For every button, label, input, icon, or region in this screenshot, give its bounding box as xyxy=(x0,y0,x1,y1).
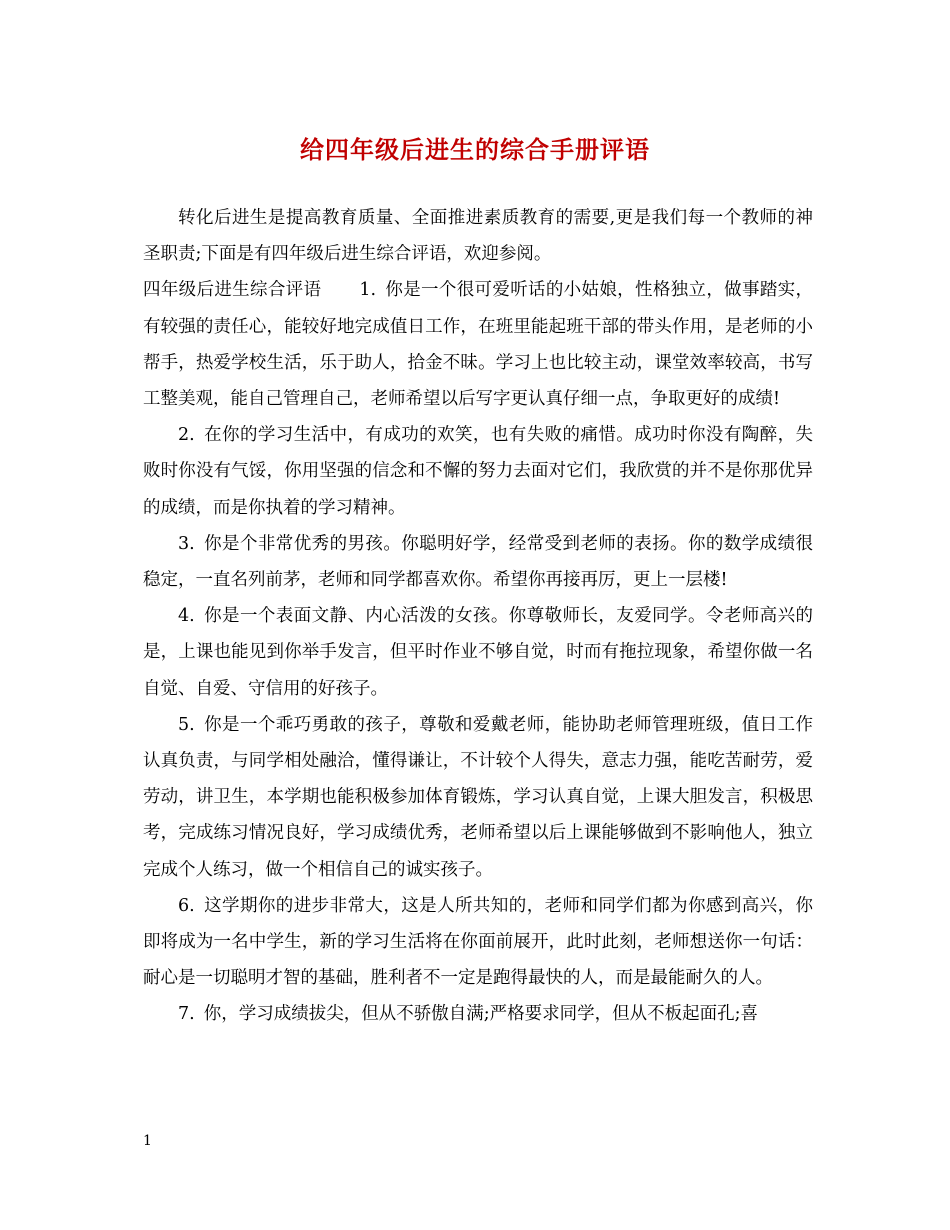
document-body xyxy=(143,200,813,1033)
page-number: 1 xyxy=(143,1133,152,1149)
item-text: 这学期你的进步非常大，这是人所共知的，老师和同学们都为你感到高兴，你即将成为一名中学生，新的学习生活将在你面前展开，此时此刻，老师想送你一句话：耐心是一切聪明才智的基础，胜利者不一定是跑得最快的人，而是最能耐久的人。 xyxy=(143,895,813,989)
item-text: 你是个非常优秀的男孩。你聪明好学，经常受到老师的表扬。你的数学成绩很稳定，一直名列前茅，老师和同学都喜欢你。希望你再接再厉，更上一层楼! xyxy=(143,533,813,591)
item-text: 你是一个很可爱听话的小姑娘，性格独立，做事踏实，有较强的责任心，能较好地完成值日工作，在班里能起班干部的带头作用，是老师的小帮手，热爱学校生活，乐于助人，拾金不昧。学习上也比较主动，课堂效率较高，书写工整美观，能自己管理自己，老师希望以后写字更认真仔细一点，争取更好的成绩! xyxy=(143,280,814,410)
item-text: 你是一个乖巧勇敢的孩子，尊敬和爱戴老师，能协助老师管理班级，值日工作认真负责，与同学相处融洽，懂得谦让，不计较个人得失，意志力强，能吃苦耐劳，爱劳动，讲卫生，本学期也能积极参加体育锻炼，学习认真自觉，上课大胆发言，积极思考，完成练习情况良好，学习成绩优秀，老师希望以后上课能够做到不影响他人，独立完成个人练习，做一个相信自己的诚实孩子。 xyxy=(143,714,813,880)
item-number: 1. xyxy=(359,280,377,301)
item-number: 2. xyxy=(178,425,195,446)
item-text: 你，学习成绩拔尖，但从不骄傲自满;严格要求同学，但从不板起面孔;喜 xyxy=(203,1004,758,1025)
paragraph-item-7 xyxy=(143,996,813,1032)
item-text: 你是一个表面文静、内心活泼的女孩。你尊敬师长，友爱同学。令老师高兴的是，上课也能见到你举手发言，但平时作业不够自觉，时而有拖拉现象，希望你做一名自觉、自爱、守信用的好孩子。 xyxy=(143,606,813,699)
item-text: 在你的学习生活中，有成功的欢笑，也有失败的痛惜。成功时你没有陶醉，失败时你没有气馁，你用坚强的信念和不懈的努力去面对它们，我欣赏的并不是你那优异的成绩，而是你执着的学习精神。 xyxy=(143,425,813,518)
item-number: 5. xyxy=(178,714,195,735)
paragraph-item-2 xyxy=(143,417,813,526)
paragraph-item-6 xyxy=(143,888,813,997)
section-heading: 四年级后进生综合评语 xyxy=(143,280,322,301)
paragraph-item-4 xyxy=(143,598,813,707)
item-number: 4. xyxy=(178,606,195,627)
item-number: 7. xyxy=(178,1004,195,1025)
document-title: 给四年级后进生的综合手册评语 xyxy=(300,136,650,164)
paragraph-item-3 xyxy=(143,526,813,598)
intro-paragraph: 转化后进生是提高教育质量、全面推进素质教育的需要,更是我们每一个教师的神圣职责;下面是有四年级后进生综合评语，欢迎参阅。 xyxy=(143,208,813,265)
item-number: 6. xyxy=(178,895,195,916)
item-number: 3. xyxy=(178,533,195,554)
paragraph-item-5 xyxy=(143,707,813,888)
paragraph-item-1 xyxy=(143,272,813,417)
